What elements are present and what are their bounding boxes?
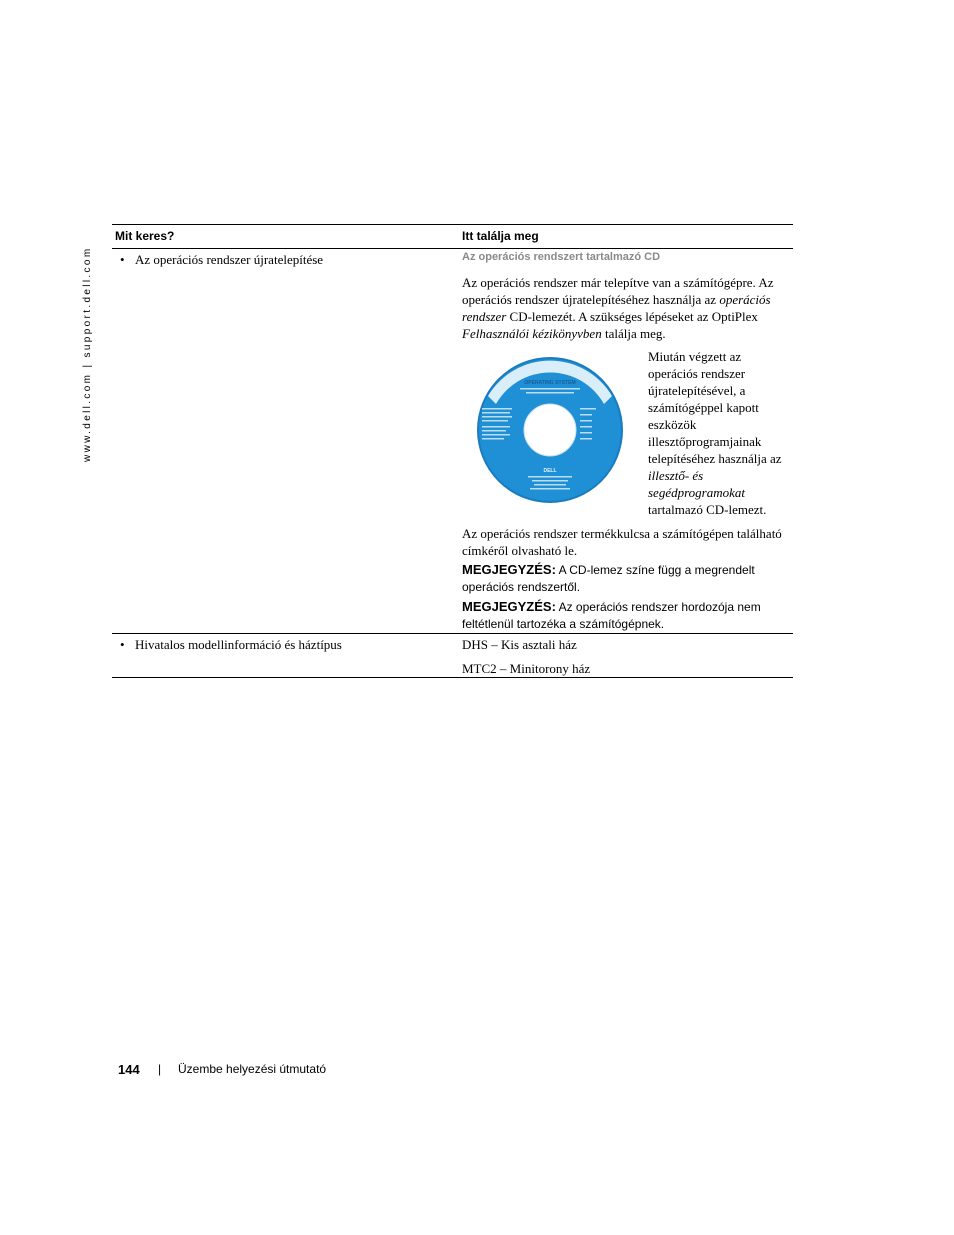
page-number: 144 — [118, 1062, 140, 1077]
footer-separator: | — [158, 1062, 162, 1076]
sidebar-url — [82, 222, 98, 462]
bullet-reinstall-os: • Az operációs rendszer újratelepítése — [115, 251, 455, 268]
note-label: MEGJEGYZÉS: — [462, 562, 556, 577]
paragraph-os-reinstall: Az operációs rendszer már telepítve van a számítógépre. Az operációs rendszer újratelepítéséhez használja az operációs rendszer CD-lemezét. A szükséges lépéseket az OptiPlex Felhasználói kézikönyvben találja meg. — [462, 275, 774, 341]
paragraph-product-key: Az operációs rendszer termékkulcsa a számítógépen található címkéről olvasható le. — [462, 526, 782, 558]
table-row — [112, 634, 793, 678]
chassis-mtc2: MTC2 – Minitorony ház — [462, 661, 591, 676]
subheading-os-cd: Az operációs rendszert tartalmazó CD — [462, 251, 661, 263]
header-what: Mit keres? — [112, 225, 459, 249]
paragraph-drivers-cd: Miután végzett az operációs rendszer újratelepítésével, a számítógéppel kapott eszközök illesztőprogramjainak telepítéséhez használja az illesztő- és segédprogramokat tartalmazó CD-lemezt. — [648, 349, 782, 517]
page-footer — [118, 1062, 327, 1077]
table-header-row — [112, 225, 793, 249]
cd-image — [462, 348, 648, 520]
cd-brand-logo: DELL — [543, 468, 557, 474]
chassis-dhs: DHS – Kis asztali ház — [462, 637, 577, 652]
cd-disc-icon — [462, 348, 648, 520]
footer-title: Üzembe helyezési útmutató — [178, 1062, 327, 1076]
table-row — [112, 249, 793, 634]
note-label: MEGJEGYZÉS: — [462, 599, 556, 614]
info-table — [112, 224, 793, 678]
note-cd-color: MEGJEGYZÉS: A CD-lemez színe függ a megrendelt operációs rendszertől. — [462, 562, 755, 594]
cd-row — [462, 348, 789, 520]
cd-top-band-text: OPERATING SYSTEM — [524, 380, 576, 386]
sidebar-url-text: www.dell.com | support.dell.com — [82, 246, 93, 462]
note-os-media: MEGJEGYZÉS: Az operációs rendszer hordozója nem feltétlenül tartozéka a számítógépnek. — [462, 599, 761, 631]
bullet-model-info: • Hivatalos modellinformáció és háztípus — [115, 636, 455, 653]
header-where: Itt találja meg — [459, 225, 793, 249]
